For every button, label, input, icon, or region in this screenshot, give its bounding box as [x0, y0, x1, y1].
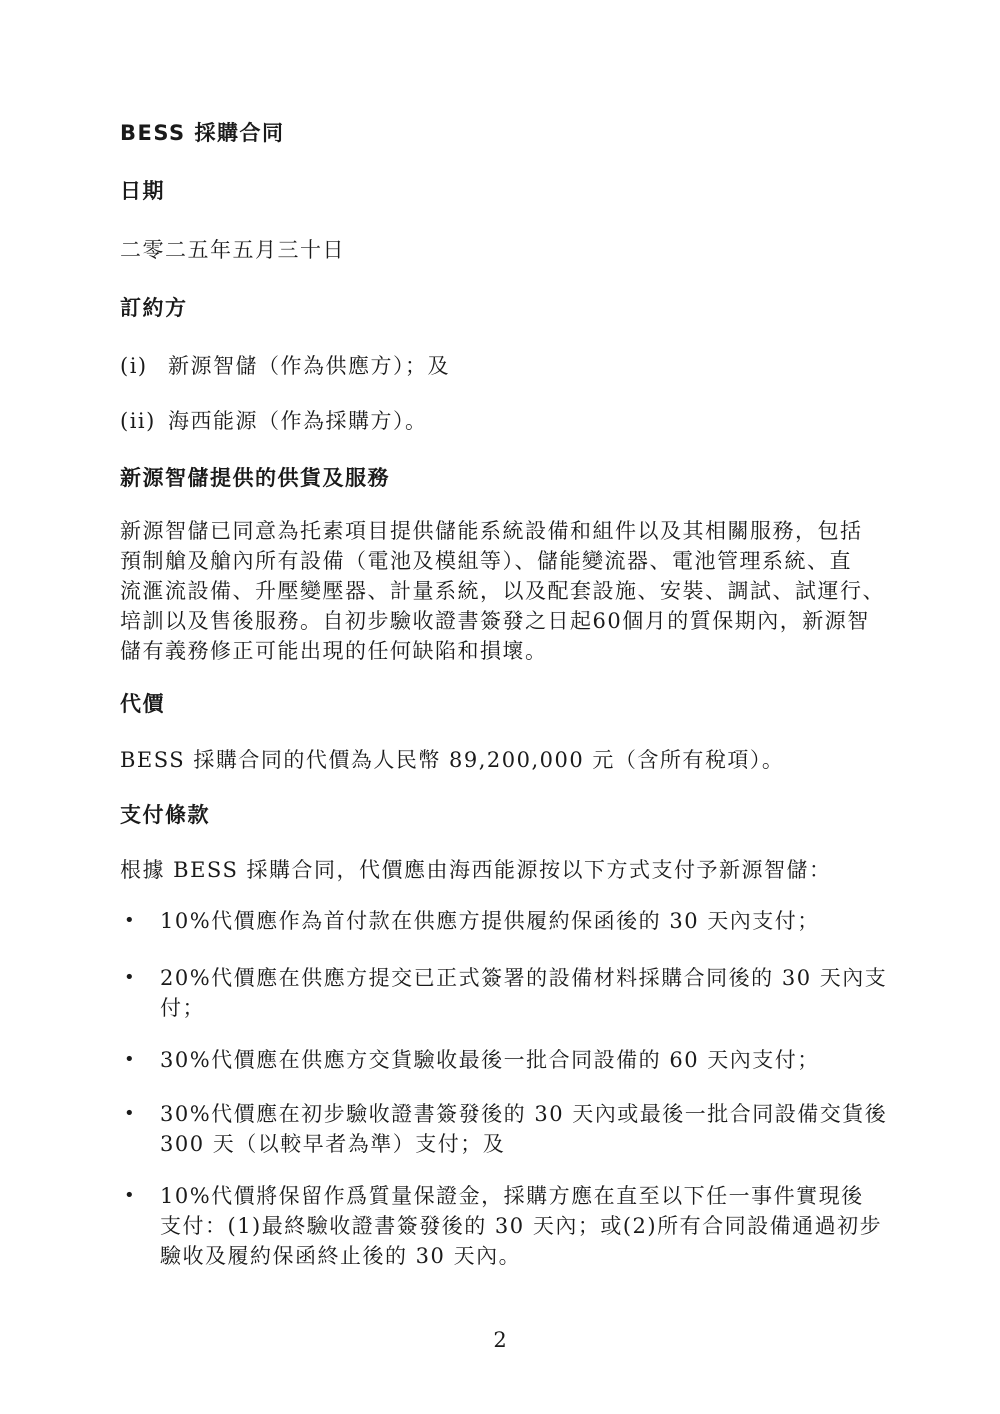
document-title: BESS 採購合同: [120, 121, 285, 145]
payment-item: [120, 906, 890, 936]
page-number: 2: [493, 1328, 507, 1352]
party-text: 海西能源（作為採購方）。: [168, 409, 428, 433]
payment-item: [120, 1099, 890, 1159]
supply-line: 流滙流設備、升壓變壓器、計量系統，以及配套設施、安裝、調試、試運行、: [120, 579, 885, 603]
bullet-icon: •: [124, 1049, 137, 1070]
payment-item-line: 驗收及履約保函終止後的 30 天內。: [160, 1244, 522, 1268]
payment-item-line: 10%代價應作為首付款在供應方提供履約保函後的 30 天內支付；: [160, 909, 820, 933]
bullet-icon: •: [124, 910, 137, 931]
supply-line: 儲有義務修正可能出現的任何缺陷和損壞。: [120, 639, 548, 663]
payment-heading: 支付條款: [120, 803, 210, 827]
bullet-icon: •: [124, 967, 137, 988]
payment-item: [120, 1181, 890, 1271]
party-text: 新源智儲（作為供應方）；及: [168, 354, 450, 378]
payment-item-line: 20%代價應在供應方提交已正式簽署的設備材料採購合同後的 30 天內支: [160, 966, 888, 990]
payment-item: [120, 963, 890, 1023]
bullet-icon: •: [124, 1103, 137, 1124]
consideration-heading: 代價: [120, 692, 165, 716]
party-marker: (ii): [120, 409, 156, 433]
consideration-text: BESS 採購合同的代價為人民幣 89,200,000 元（含所有稅項）。: [120, 748, 785, 772]
payment-item-line: 30%代價應在供應方交貨驗收最後一批合同設備的 60 天內支付；: [160, 1048, 820, 1072]
party-item: [120, 406, 890, 436]
payment-item-line: 付；: [160, 996, 205, 1020]
date-value: 二零二五年五月三十日: [120, 238, 345, 262]
payment-item-line: 支付：(1)最終驗收證書簽發後的 30 天內；或(2)所有合同設備通過初步: [160, 1214, 883, 1238]
supply-line: 新源智儲已同意為托素項目提供儲能系統設備和組件以及其相關服務，包括: [120, 519, 863, 543]
date-heading: 日期: [120, 179, 165, 203]
party-item: [120, 351, 890, 381]
supply-heading: 新源智儲提供的供貨及服務: [120, 466, 390, 490]
payment-item-line: 10%代價將保留作爲質量保證金，採購方應在直至以下任一事件實現後: [160, 1184, 864, 1208]
supply-line: 預制艙及艙內所有設備（電池及模組等）、儲能變流器、電池管理系統、直: [120, 549, 852, 573]
payment-item: [120, 1045, 890, 1075]
parties-heading: 訂約方: [120, 296, 188, 320]
supply-paragraph: [120, 516, 890, 666]
bullet-icon: •: [124, 1185, 137, 1206]
supply-line: 培訓以及售後服務。自初步驗收證書簽發之日起60個月的質保期內，新源智: [120, 609, 870, 633]
payment-item-line: 300 天（以較早者為準）支付；及: [160, 1132, 506, 1156]
payment-intro: 根據 BESS 採購合同，代價應由海西能源按以下方式支付予新源智儲：: [120, 858, 832, 882]
party-marker: (i): [120, 354, 148, 378]
payment-item-line: 30%代價應在初步驗收證書簽發後的 30 天內或最後一批合同設備交貨後: [160, 1102, 888, 1126]
